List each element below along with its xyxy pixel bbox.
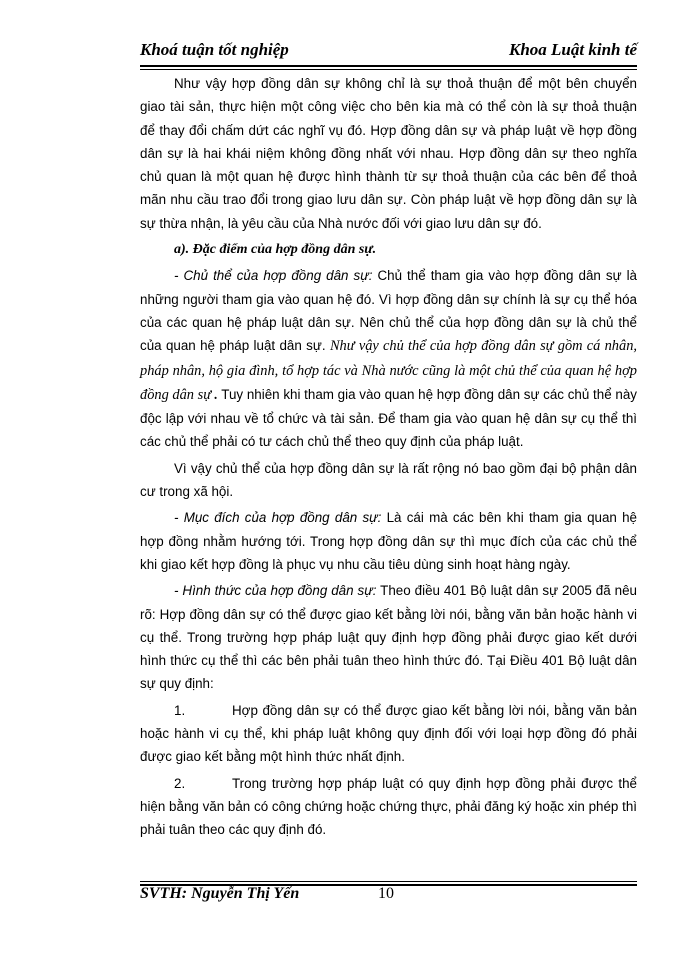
footer-rule-thin (140, 881, 637, 882)
page-body (140, 72, 637, 842)
subject-text-2: Tuy nhiên khi tham gia vào quan hệ hợp đồng dân sự các chủ thể này độc lập với nhau về tổ chức và tài sản. Để tham gia vào quan hệ dân sự cụ thể thì các chủ thể phải có tư cách chủ thể theo quy định của pháp luật. (140, 386, 638, 450)
header-rule-thin (140, 69, 637, 70)
form-label: - Hình thức của hợp đồng dân sự: (174, 583, 377, 599)
purpose-text: Là cái mà các bên khi tham gia quan hệ hợp đồng nhằm hướng tới. Trong hợp đồng dân sự thì mục đích của các chủ thể khi giao kết hợp đồng là phục vụ nhu cầu tiêu dùng sinh hoạt hàng ngày. (140, 510, 637, 572)
paragraph-intro: Như vậy hợp đồng dân sự không chỉ là sự thoả thuận để một bên chuyển giao tài sản, thực hiện một công việc cho bên kia mà có thể còn là sự thoả thuận để thay đổi chấm dứt các nghĩ vụ đó. Hợp đồng dân sự và pháp luật về hợp đồng dân sự là hai khái niệm không đồng nhất với nhau. Hợp đồng dân sự theo nghĩa chủ quan là một quan hệ được hình thành từ sự thoả thuận của các bên để thoả mãn nhu cầu trao đổi trong giao lưu dân sự. Còn pháp luật về hợp đồng dân sự là sự thừa nhận, là yêu cầu của Nhà nước đối với giao lưu dân sự đó. (140, 76, 637, 231)
paragraph-purpose (140, 506, 637, 576)
list-item-2-text: Trong trường hợp pháp luật có quy định hợp đồng phải được thể hiện bằng văn bản có công chứng hoặc chứng thực, phải đăng ký hoặc xin phép thì phải tuân theo các quy định đó. (140, 775, 637, 838)
subject-text: Chủ thể tham gia vào hợp đồng dân sự là những người tham gia vào quan hệ đó. Vì hợp đồng dân sự chính là sự cụ thể hóa của các quan hệ pháp luật dân sự. Nên chủ thể của hợp đồng dân sự là chủ thể của quan hệ pháp luật dân sự. (140, 268, 637, 354)
list-item-2-number: 2. (174, 775, 186, 791)
subject-label: - Chủ thể của hợp đồng dân sự: (174, 268, 373, 284)
page-header (140, 40, 637, 64)
paragraph-scope: Vì vậy chủ thể của hợp đồng dân sự là rất rộng nó bao gồm đại bộ phận dân cư trong xã hội. (140, 460, 637, 500)
paragraph-form (140, 579, 637, 695)
purpose-label: - Mục đích của hợp đồng dân sự: (174, 510, 382, 526)
list-item-1-number: 1. (174, 702, 186, 718)
subject-bold-dot: . (211, 386, 218, 402)
section-heading: a). Đặc điểm của hợp đồng dân sự. (174, 242, 377, 258)
header-thesis-title: Khoá tuận tốt nghiệp (140, 40, 289, 59)
subject-italic-text: Như vậy chủ thể của hợp đồng dân sự gồm cá nhân, pháp nhân, hộ gia đình, tổ hợp tác và Nhà nước cũng là một chủ thể của quan hệ hợp đồng dân sự (140, 338, 637, 403)
footer-author: SVTH: Nguyễn Thị Yến (140, 885, 300, 902)
header-faculty: Khoa Luật kinh tế (508, 40, 637, 59)
header-rule-thick (140, 65, 637, 67)
list-item-2 (140, 772, 637, 842)
list-item-1 (140, 699, 637, 769)
list-item-1-text: Hợp đồng dân sự có thể được giao kết bằng lời nói, bằng văn bản hoặc hành vi cụ thể, khi pháp luật không quy định đối với loại hợp đồng đó phải được giao kết bằng một hình thức nhất định. (140, 702, 637, 765)
page-number: 10 (378, 885, 394, 902)
paragraph-subject (140, 264, 637, 453)
form-text: Theo điều 401 Bộ luật dân sự 2005 đã nêu rõ: Hợp đồng dân sự có thể được giao kết bằng lời nói, bằng văn bản hoặc hành vi cụ thể. Trong trường hợp pháp luật quy định hợp đồng phải được giao kết dưới hình thức cụ thể thì các bên phải tuân theo hình thức đó. Tại Điều 401 Bộ luật dân sự quy định: (140, 583, 638, 692)
